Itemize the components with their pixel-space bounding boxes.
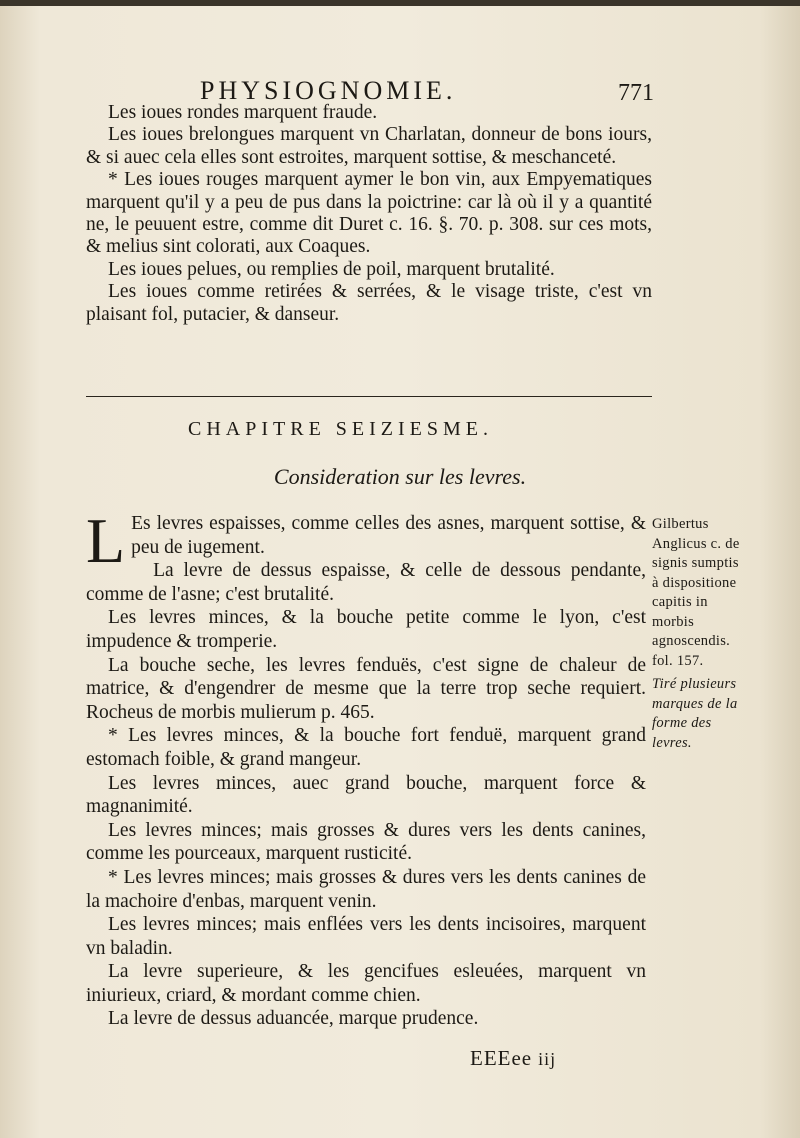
paragraph: Les ioues brelongues marquent vn Charlatan, donneur de bons iours, & si auec cela elles sont estroites, marquent sottise, & meschanceté. [86,124,652,168]
paragraph: * Les ioues rouges marquent aymer le bon vin, aux Empyematiques marquent qu'il y a peu de pus dans la poictrine: car là où il y a quantité ne, le peuuent estre, comme dit Duret c. 16. §. 70. p. 308. sur ces mots, & melius sint colorati, aux Coaques. [86,169,652,258]
paragraph: La levre superieure, & les gencifues esleuées, marquent vn iniurieux, criard, & mordant comme chien. [86,961,646,1006]
paragraph: * Les levres minces; mais grosses & dures vers les dents canines de la machoire d'enbas, marquent venin. [86,866,646,912]
paragraph: La levre de dessus aduancée, marque prudence. [108,1008,479,1030]
chapter-heading: CHAPITRE SEIZIESME. [188,418,493,440]
opening-paragraph [86,505,646,576]
main-text-block [86,505,646,1031]
paragraph: Les levres minces, auec grand bouche, marquent force & magnanimité. [86,772,646,818]
drop-cap: L [86,505,126,576]
paragraph: Les ioues comme retirées & serrées, & le visage triste, c'est vn plaisant fol, putacier, & danseur. [86,281,652,325]
section-title: Consideration sur les levres. [273,464,527,489]
section-divider [86,396,652,397]
paragraph: Les ioues rondes marquent fraude. [108,102,378,123]
top-text-block [86,102,652,326]
paragraph: * Les levres minces, & la bouche fort fenduë, marquent grand estomach foible, & grand mangeur. [86,725,646,770]
paragraph: La bouche seche, les levres fenduës, c'est signe de chaleur de matrice, & d'engendrer de mesme que la terre trop seche requiert. Rocheus de morbis mulierum p. 465. [86,654,646,723]
signature-letters: EEEee [470,1046,533,1070]
running-title: PHYSIOGNOMIE. [200,76,457,105]
signature-number: iij [538,1049,557,1069]
margin-note-citation: Gilbertus Anglicus c. de signis sumptis à dispositione capitis in morbis agnoscendis. fol. 157. [652,516,740,669]
paragraph: Les levres minces; mais grosses & dures vers les dents canines, comme les pourceaux, marquent rusticité. [86,819,646,865]
page-top-edge [0,0,800,6]
margin-notes [652,515,742,757]
paragraph: La levre de dessus espaisse, & celle de dessous pendante, comme de l'asne; c'est brutalité. [86,560,646,605]
paragraph: Les levres minces; mais enflées vers les dents incisoires, marquent vn baladin. [86,914,646,959]
margin-note-summary: Tiré plusieurs marques de la forme des levres. [652,676,738,751]
opening-text: Es levres espaisses, comme celles des asnes, marquent sottise, & peu de iugement. [131,513,646,558]
page-number: 771 [618,80,654,106]
paragraph: Les levres minces, & la bouche petite comme le lyon, c'est impudence & tromperie. [86,607,646,652]
signature-mark [470,1046,556,1071]
paragraph: Les ioues pelues, ou remplies de poil, marquent brutalité. [108,258,555,280]
